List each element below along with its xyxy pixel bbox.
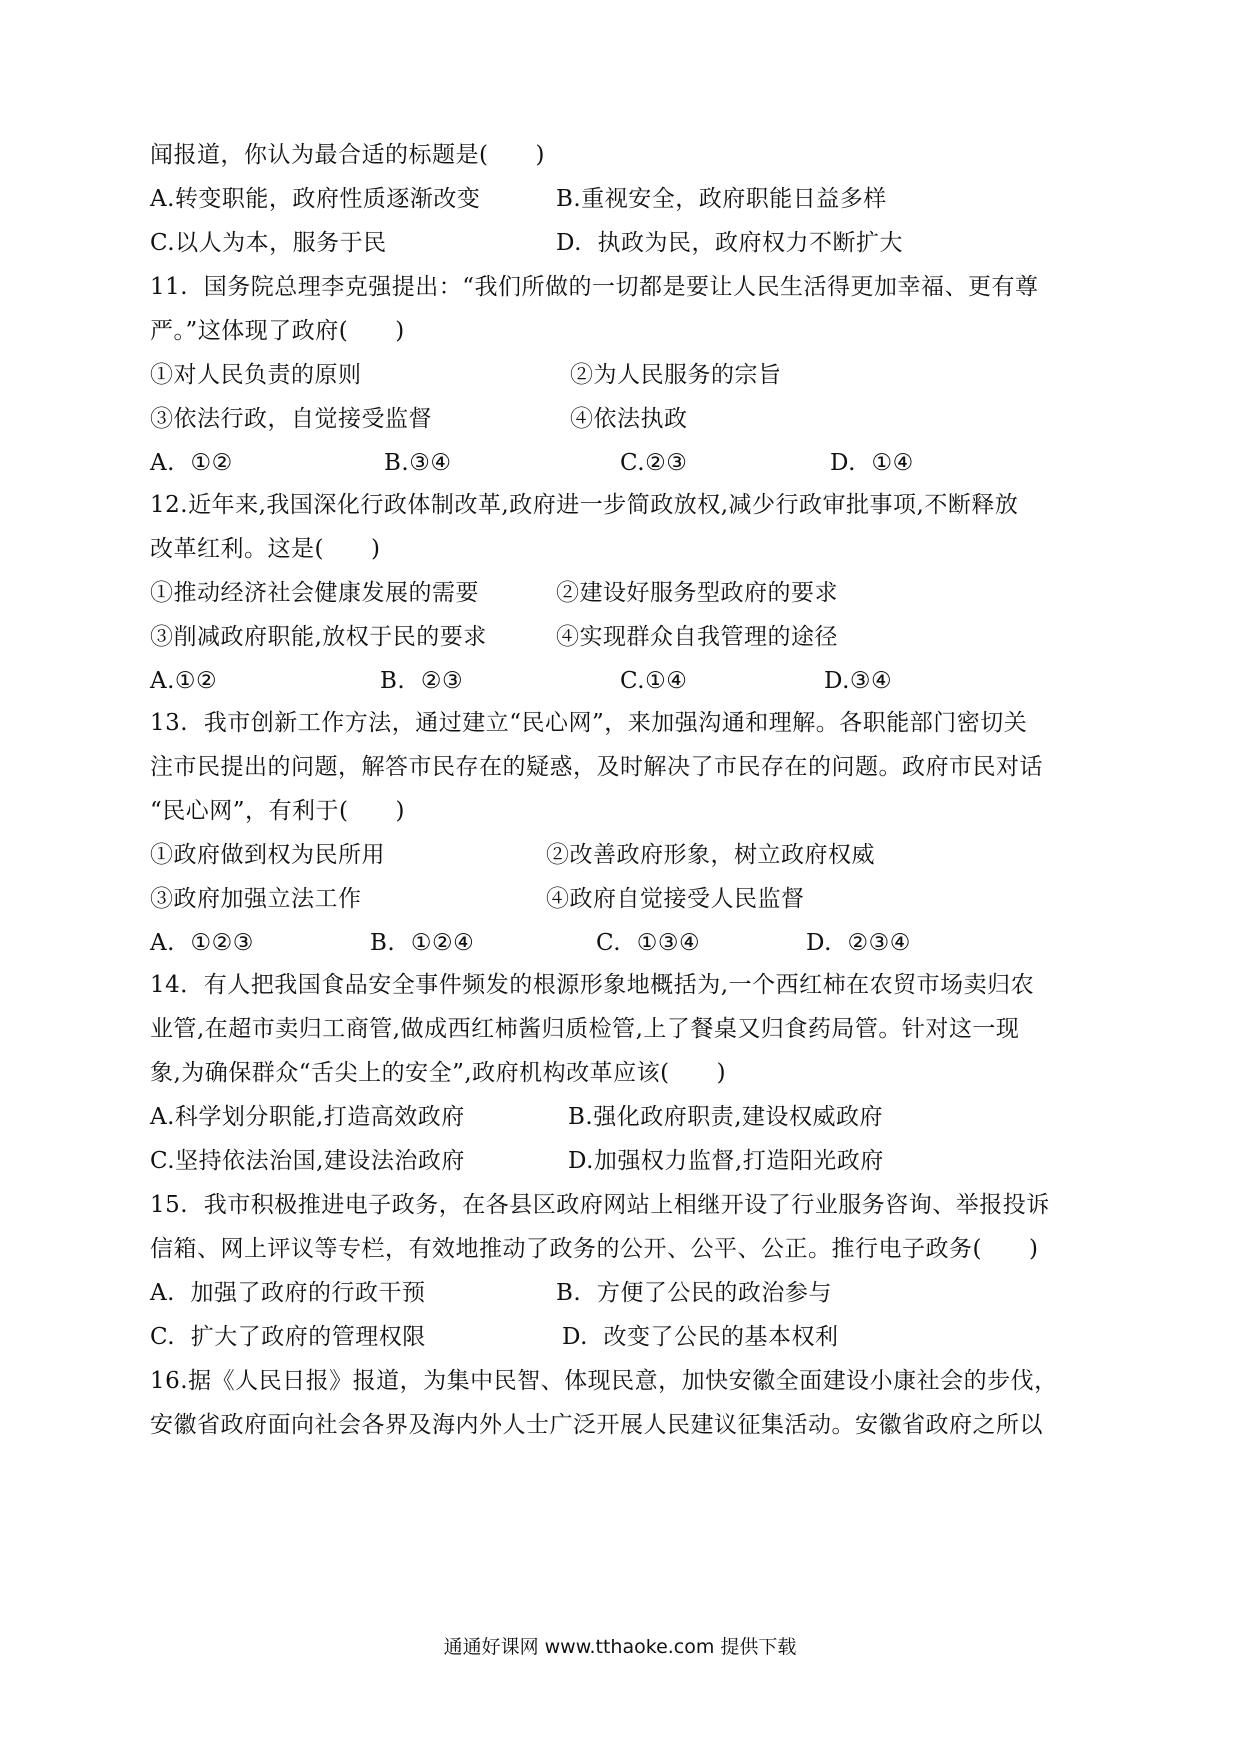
q15-stem-line2: 信箱、网上评议等专栏，有效地推动了政务的公开、公平、公正。推行电子政务( )	[150, 1236, 1039, 1262]
q15-option-d: D. 改变了公民的基本权利	[562, 1324, 839, 1350]
q12-option-a: A.①②	[150, 668, 218, 694]
q13-item-2: ②改善政府形象，树立政府权威	[546, 842, 875, 868]
q12-item-2: ②建设好服务型政府的要求	[556, 580, 838, 606]
q13-stem-line1: 13. 我市创新工作方法，通过建立“民心网”，来加强沟通和理解。各职能部门密切关	[150, 710, 1028, 736]
q12-option-b: B. ②③	[380, 668, 464, 694]
q11-option-a: A. ①②	[150, 450, 233, 476]
q12-stem-line1: 12.近年来,我国深化行政体制改革,政府进一步简政放权,减少行政审批事项,不断释放	[150, 492, 1019, 518]
q11-item-4: ④依法执政	[570, 406, 688, 432]
q14-option-d: D.加强权力监督,打造阳光政府	[568, 1148, 884, 1174]
q12-stem-line2: 改革红利。这是( )	[150, 536, 381, 562]
q14-option-b: B.强化政府职责,建设权威政府	[568, 1104, 884, 1130]
q11-option-c: C.②③	[620, 450, 688, 476]
q11-option-b: B.③④	[384, 450, 452, 476]
q12-item-1: ①推动经济社会健康发展的需要	[150, 580, 479, 606]
q10-stem: 闻报道，你认为最合适的标题是( )	[150, 142, 545, 168]
q14-stem-line2: 业管,在超市卖归工商管,做成西红柿酱归质检管,上了餐桌又归食药局管。针对这一现	[150, 1016, 1020, 1042]
q10-option-d: D. 执政为民，政府权力不断扩大	[556, 230, 904, 256]
q13-stem-line2: 注市民提出的问题，解答市民存在的疑惑，及时解决了市民存在的问题。政府市民对话	[150, 754, 1043, 780]
q10-option-c: C.以人为本，服务于民	[150, 230, 387, 256]
q13-option-b: B. ①②④	[370, 930, 475, 956]
q15-option-a: A. 加强了政府的行政干预	[150, 1280, 426, 1306]
q12-option-c: C.①④	[620, 668, 688, 694]
q13-option-d: D. ②③④	[806, 930, 911, 956]
q15-option-b: B. 方便了公民的政治参与	[556, 1280, 832, 1306]
q14-option-c: C.坚持依法治国,建设法治政府	[150, 1148, 465, 1174]
q12-item-3: ③削减政府职能,放权于民的要求	[150, 624, 487, 650]
q11-item-1: ①对人民负责的原则	[150, 362, 362, 388]
q12-item-4: ④实现群众自我管理的途径	[556, 624, 838, 650]
q13-item-1: ①政府做到权为民所用	[150, 842, 385, 868]
q11-option-d: D. ①④	[830, 450, 914, 476]
q12-option-d: D.③④	[824, 668, 893, 694]
q14-stem-line1: 14．有人把我国食品安全事件频发的根源形象地概括为,一个西红柿在农贸市场卖归农	[150, 972, 1035, 998]
q13-item-4: ④政府自觉接受人民监督	[546, 886, 805, 912]
q13-option-a: A. ①②③	[150, 930, 254, 956]
q11-stem-line2: 严。”这体现了政府( )	[150, 318, 405, 344]
q11-item-3: ③依法行政，自觉接受监督	[150, 406, 432, 432]
q15-option-c: C. 扩大了政府的管理权限	[150, 1324, 426, 1350]
q10-option-b: B.重视安全，政府职能日益多样	[556, 186, 887, 212]
q13-item-3: ③政府加强立法工作	[150, 886, 362, 912]
q13-stem-line3: “民心网”，有利于( )	[150, 798, 405, 824]
q16-stem-line2: 安徽省政府面向社会各界及海内外人士广泛开展人民建议征集活动。安徽省政府之所以	[150, 1412, 1043, 1438]
q14-option-a: A.科学划分职能,打造高效政府	[150, 1104, 465, 1130]
q14-stem-line3: 象,为确保群众“舌尖上的安全”,政府机构改革应该( )	[150, 1060, 727, 1086]
page-footer: 通通好课网 www.tthaoke.com 提供下载	[443, 1636, 797, 1658]
q10-option-a: A.转变职能，政府性质逐渐改变	[150, 186, 481, 212]
q16-stem-line1: 16.据《人民日报》报道，为集中民智、体现民意，加快安徽全面建设小康社会的步伐，	[150, 1368, 1058, 1394]
q11-item-2: ②为人民服务的宗旨	[570, 362, 782, 388]
q13-option-c: C. ①③④	[596, 930, 701, 956]
q15-stem-line1: 15. 我市积极推进电子政务，在各县区政府网站上相继开设了行业服务咨询、举报投诉	[150, 1192, 1050, 1218]
q11-stem-line1: 11. 国务院总理李克强提出：“我们所做的一切都是要让人民生活得更加幸福、更有尊	[150, 274, 1039, 300]
